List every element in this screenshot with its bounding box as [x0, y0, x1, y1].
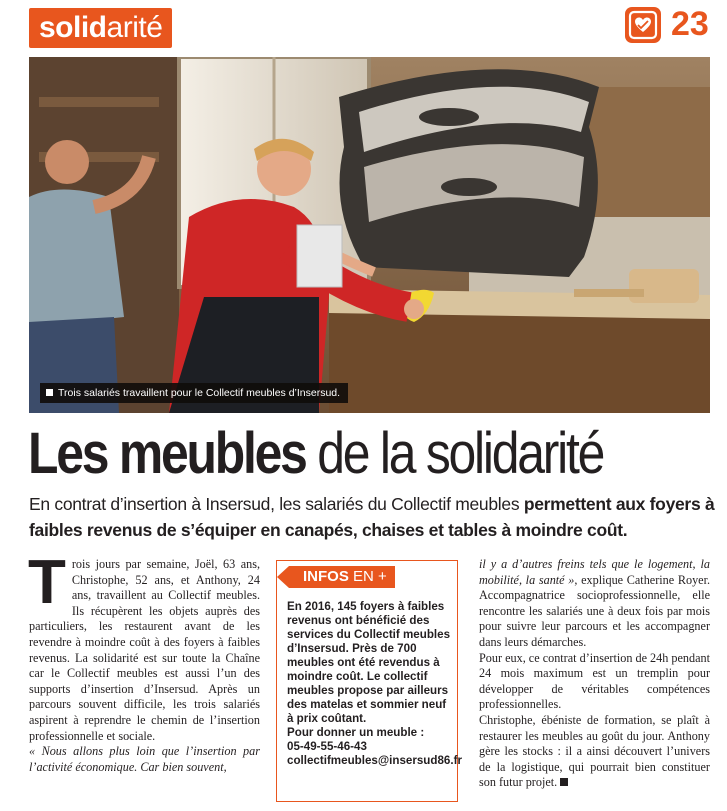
infos-title-bold: INFOS [303, 568, 349, 585]
article-standfirst [29, 491, 719, 543]
infos-title-light: EN + [348, 568, 387, 585]
infos-title [289, 566, 395, 588]
heart-hands-icon [625, 7, 661, 43]
drop-cap: T [28, 548, 66, 617]
section-rubric [29, 8, 172, 48]
headline-bold: Les meubles [28, 421, 306, 486]
col3-quote-attribution: , explique Catherine Royer. Accompagnatrice socioprofessionnelle, elle rencontre les salariés une à deux fois par mois pour suivre leur parcours et les accompagner dans leurs démarches. [479, 572, 710, 649]
infos-text [287, 600, 462, 768]
headline-light: de la solidarité [305, 421, 604, 486]
col3-paragraph-1 [479, 557, 710, 651]
page-number: 23 [671, 5, 709, 43]
caption-text: Trois salariés travaillent pour le Collectif meubles d’Insersud. [58, 387, 341, 399]
article-photo [29, 57, 710, 413]
article-headline [28, 418, 621, 490]
infos-chevron-icon [277, 566, 289, 588]
caption-bullet [46, 389, 53, 396]
infos-contact-label: Pour donner un meuble : [287, 726, 425, 739]
end-mark-icon [560, 778, 568, 786]
photo-caption [40, 383, 348, 403]
col1-quote: « Nous allons plus loin que l’insertion par l’activité économique. Car bien souvent, [29, 744, 260, 774]
rubric-light: arité [106, 11, 163, 44]
standfirst-bold: permettent aux foyers à faibles revenus de s’équiper en canapés, chaises et tables à moindre coût. [29, 494, 715, 540]
infos-phone: 05-49-55-46-43 [287, 740, 367, 753]
col1-paragraph-2 [29, 744, 260, 775]
col3-paragraph-3-text: Christophe, ébéniste de formation, se plaît à restaurer les meubles au goût du jour. Anthony gère les stocks : il a ainsi découvert l’univers de la logistique, qui pourrait bien constituer son futur projet. [479, 712, 710, 790]
infos-email: collectifmeubles@insersud86.fr [287, 754, 462, 767]
col3-paragraph-2: Pour eux, ce contrat d’insertion de 24h pendant 24 mois maximum est un tremplin pour développer de véritables compétences professionnelles. [479, 650, 710, 712]
col3-paragraph-3 [479, 713, 710, 791]
article-column-3 [479, 557, 710, 791]
standfirst-plain: En contrat d’insertion à Insersud, les salariés du Collectif meubles [29, 494, 524, 514]
col1-paragraph-1: rois jours par semaine, Joël, 63 ans, Christophe, 52 ans, et Anthony, 24 ans, travaillent au Collectif meubles. Ils récupèrent les objets auprès des particuliers, les restaurent avant de les revendre à moindre coût à des foyers à faibles revenus. La solidarité est sur toute la Chaîne car le Collectif meubles est aussi l’un des supports d’insertion d’Insersud. Après un parcours souvent difficile, les trois salariés aspirent à reprendre le chemin de l’insertion professionnelle et sociale. [29, 557, 260, 743]
col3-quote: il y a d’autres freins tels que le logement, la mobilité, la santé » [479, 557, 710, 587]
rubric-bold: solid [39, 11, 107, 44]
infos-body: En 2016, 145 foyers à faibles revenus ont bénéficié des services du Collectif meubles d’Insersud. Près de 700 meubles ont été revendus à moindre coût. Le collectif meubles propose par ailleurs des matelas et sommier neuf à prix coûtant. [287, 600, 451, 725]
article-column-1 [28, 548, 260, 775]
